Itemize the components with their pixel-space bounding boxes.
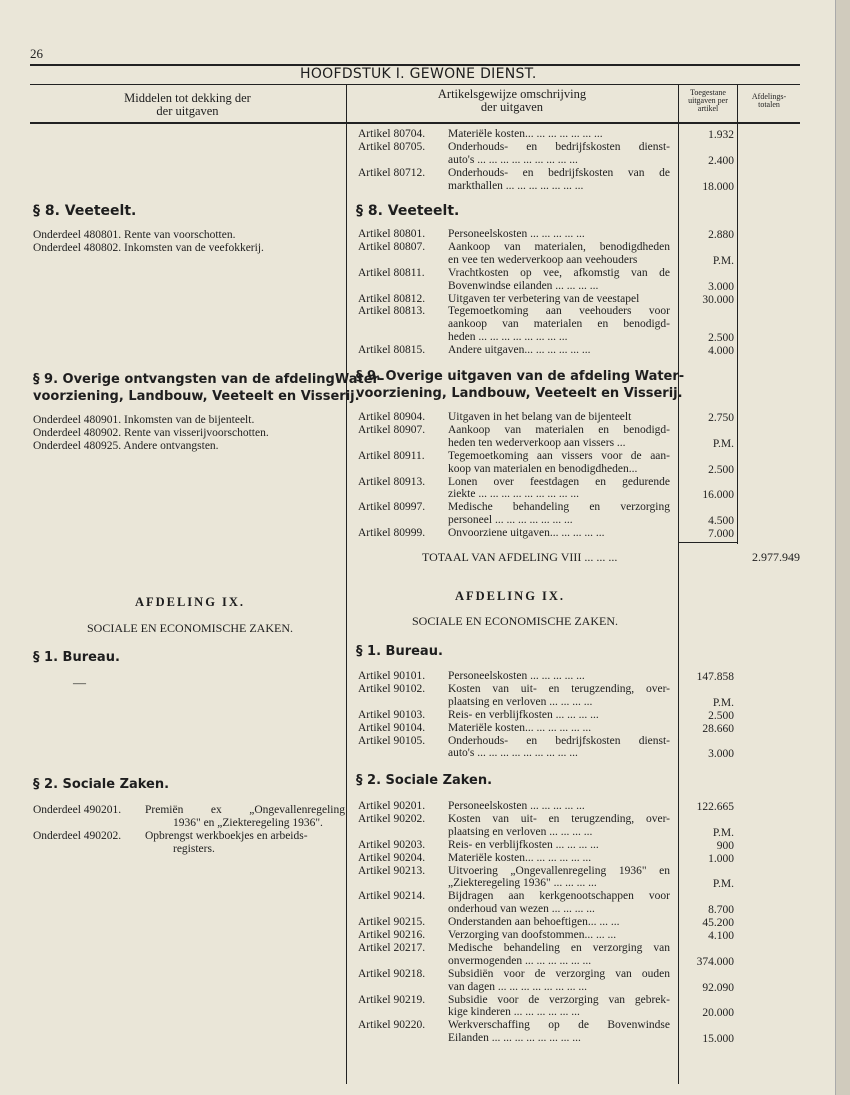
left-heading-ix-s1: § 1. Bureau.: [33, 650, 120, 665]
article-amount: 3.000: [708, 280, 734, 293]
article-amount: 2.500: [708, 332, 734, 345]
total-label: TOTAAL VAN AFDELING VIII ... ... ...: [422, 550, 618, 564]
left-heading-ix-s2: § 2. Sociale Zaken.: [33, 777, 170, 792]
left-ix-s2-line-1b: 1936" en „Ziekteregeling 1936".: [173, 817, 323, 829]
article-description: markthallen ... ... ... ... ... ... ...: [448, 179, 584, 192]
article-amount: 16.000: [702, 489, 734, 502]
left-ix-s2-ref-1: Onderdeel 490201.: [33, 804, 122, 816]
article-amount: 3.000: [708, 748, 734, 761]
column-divider-mid: [346, 84, 347, 1084]
left-ix-s2-line-1a: Premiën ex „Ongevallenregeling: [145, 804, 345, 816]
article-amount: P.M.: [712, 437, 734, 450]
article-amount: 1.000: [708, 852, 734, 865]
article-amount: 92.090: [702, 981, 734, 994]
article-description: Onvoorziene uitgaven... ... ... ... ...: [448, 527, 605, 540]
article-amount: P.M.: [712, 826, 734, 839]
title-rule-bottom: [30, 84, 800, 85]
article-ref: Artikel 80913.: [358, 475, 426, 488]
article-amount: 122.665: [696, 801, 734, 813]
article-ref: Artikel 80807.: [358, 240, 426, 253]
article-description: Subsidiën voor de verzorging van ouden: [448, 967, 670, 980]
article-description: Materiële kosten... ... ... ... ... ...: [448, 851, 592, 864]
article-ref: Artikel 90105.: [358, 734, 426, 747]
article-description: onderhoud van wezen ... ... ... ...: [448, 903, 595, 916]
article-description: Subsidie voor de verzorging van gebrek-: [448, 993, 670, 1006]
chapter-title: HOOFDSTUK I. GEWONE DIENST.: [300, 66, 537, 82]
article-description: „Ziekteregeling 1936" ... ... ... ...: [448, 877, 597, 890]
article-ref: Artikel 90218.: [358, 967, 426, 980]
article-ref: Artikel 80815.: [358, 344, 426, 357]
article-description: Uitgaven ter verbetering van de veestapel: [448, 292, 640, 305]
article-ref: Artikel 80813.: [358, 305, 426, 318]
article-description: Reis- en verblijfkosten ... ... ... ...: [448, 838, 599, 851]
right-heading-ix-s1: § 1. Bureau.: [356, 644, 443, 659]
article-description: Werkverschaffing op de Bovenwindse: [448, 1019, 670, 1032]
article-description: Eilanden ... ... ... ... ... ... ... ...: [448, 1032, 581, 1045]
article-description: Bovenwindse eilanden ... ... ... ...: [448, 279, 599, 292]
left-afdeling-ix: AFDELING IX.: [134, 595, 246, 609]
article-amount: P.M.: [712, 696, 734, 709]
article-description: Personeelskosten ... ... ... ... ...: [448, 800, 585, 812]
article-description: Materiële kosten... ... ... ... ... ...: [448, 721, 592, 734]
article-description: Kosten van uit- en terugzending, over-: [448, 812, 670, 825]
article-description: Aankoop van materialen en benodigd-: [448, 423, 670, 436]
header-totals-1: Afdelings-: [751, 92, 787, 101]
total-rule: [679, 542, 737, 543]
article-amount: 147.858: [696, 671, 734, 683]
article-ref: Artikel 80712.: [358, 166, 426, 179]
article-ref: Artikel 80907.: [358, 423, 426, 436]
article-description: aankoop van materialen en benodigd-: [448, 318, 670, 331]
column-divider-totals: [737, 84, 738, 544]
article-description: Vrachtkosten op vee, afkomstig van de: [448, 266, 670, 279]
article-ref: Artikel 80997.: [358, 501, 426, 514]
article-description: Onderhouds- en bedrijfskosten dienst-: [448, 140, 670, 153]
left-afdeling-ix-sub: SOCIALE EN ECONOMISCHE ZAKEN.: [87, 621, 293, 635]
article-description: Personeelskosten ... ... ... ... ...: [448, 670, 585, 682]
article-description: personeel ... ... ... ... ... ... ...: [448, 514, 573, 527]
header-left-2: der uitgaven: [156, 104, 219, 118]
article-description: Lonen over feestdagen en gedurende: [448, 475, 670, 488]
article-description: auto's ... ... ... ... ... ... ... ... ...: [448, 747, 578, 760]
article-ref: Artikel 90204.: [358, 851, 426, 864]
article-description: heden ... ... ... ... ... ... ... ...: [448, 331, 568, 344]
article-ref: Artikel 80705.: [358, 140, 426, 153]
article-ref: Artikel 80811.: [358, 266, 425, 279]
article-amount: 7.000: [708, 528, 734, 541]
header-left-1: Middelen tot dekking der: [124, 91, 251, 105]
right-heading-ix-s2: § 2. Sociale Zaken.: [356, 773, 493, 788]
article-description: onvermogenden ... ... ... ... ... ...: [448, 954, 592, 967]
article-description: Medische behandeling en verzorging: [448, 501, 670, 514]
article-description: heden ten wederverkoop aan vissers ...: [448, 436, 626, 449]
article-ref: Artikel 90220.: [358, 1019, 426, 1032]
article-description: Uitgaven in het belang van de bijenteelt: [448, 411, 632, 423]
article-description: Onderhouds- en bedrijfskosten van de: [448, 166, 670, 179]
right-heading-s8: § 8. Veeteelt.: [356, 203, 460, 219]
article-amount: 2.500: [708, 709, 734, 722]
left-heading-s9-2: voorziening, Landbouw, Veeteelt en Visserij.: [33, 389, 360, 404]
article-amount: 45.200: [702, 917, 734, 930]
article-amount: 2.880: [708, 229, 734, 241]
article-amount: 15.000: [702, 1033, 734, 1046]
left-ix-s1-dash: —: [73, 675, 86, 690]
article-description: Tegemoetkoming aan vissers voor de aan-: [448, 449, 670, 462]
article-description: auto's ... ... ... ... ... ... ... ... ...: [448, 153, 578, 166]
article-description: Uitvoering „Ongevallenregeling 1936" en: [448, 864, 670, 877]
right-heading-s9-2: voorziening, Landbouw, Veeteelt en Visserij.: [356, 386, 683, 401]
left-ix-s2-line-2a: Opbrengst werkboekjes en arbeids-: [145, 830, 308, 842]
article-amount: 20.000: [702, 1007, 734, 1020]
header-allowed-2: uitgaven per: [688, 96, 728, 105]
header-allowed-3: artikel: [697, 104, 719, 113]
article-amount: 18.000: [702, 180, 734, 193]
article-description: plaatsing en verloven ... ... ... ...: [448, 825, 593, 838]
left-ix-s2-line-2b: registers.: [173, 843, 215, 855]
header-mid-1: Artikelsgewijze omschrijving: [437, 87, 587, 101]
article-amount: 8.700: [708, 904, 734, 917]
article-ref: Artikel 90203.: [358, 838, 426, 851]
article-amount: 2.750: [708, 412, 734, 424]
article-amount: P.M.: [712, 254, 734, 267]
article-amount: 2.500: [708, 463, 734, 476]
article-ref: Artikel 90216.: [358, 929, 426, 941]
header-allowed-1: Toegestane: [690, 88, 726, 97]
article-ref: Artikel 90213.: [358, 864, 426, 877]
article-ref: Artikel 90201.: [358, 800, 426, 812]
article-description: Bijdragen aan kerkgenootschappen voor: [448, 890, 670, 903]
right-afdeling-ix-sub: SOCIALE EN ECONOMISCHE ZAKEN.: [412, 614, 618, 628]
right-heading-s9-1: § 9. Overige uitgaven van de afdeling Water-: [356, 369, 685, 384]
article-description: koop van materialen en benodigdheden...: [448, 462, 638, 475]
article-ref: Artikel 90104.: [358, 721, 426, 734]
article-description: Andere uitgaven... ... ... ... ... ...: [448, 344, 591, 357]
left-heading-s8: § 8. Veeteelt.: [33, 203, 137, 219]
article-amount: 4.100: [708, 930, 734, 942]
article-description: Aankoop van materialen, benodigdheden: [448, 240, 670, 253]
header-mid-2: der uitgaven: [480, 100, 544, 114]
article-ref: Artikel 90202.: [358, 812, 426, 825]
left-s9-line-3: Onderdeel 480925. Andere ontvangsten.: [33, 440, 219, 452]
article-ref: Artikel 90219.: [358, 993, 426, 1006]
article-amount: 1.932: [708, 129, 734, 141]
article-ref: Artikel 80704.: [358, 128, 426, 140]
article-description: Kosten van uit- en terugzending, over-: [448, 682, 670, 695]
article-ref: Artikel 90101.: [358, 670, 426, 682]
left-heading-s9-1: § 9. Overige ontvangsten van de afdelingWater-: [33, 372, 385, 387]
article-ref: Artikel 20217.: [358, 941, 426, 954]
article-description: kige kinderen ... ... ... ... ... ...: [448, 1006, 580, 1019]
article-description: Reis- en verblijfkosten ... ... ... ...: [448, 708, 599, 721]
article-amount: P.M.: [712, 878, 734, 891]
article-ref: Artikel 80911.: [358, 449, 425, 462]
article-description: Onderstanden aan behoeftigen... ... ...: [448, 916, 620, 929]
left-s9-line-2: Onderdeel 480902. Rente van visserijvoorschotten.: [33, 427, 269, 439]
page-edge: [835, 0, 850, 1095]
article-ref: Artikel 80999.: [358, 527, 426, 540]
article-ref: Artikel 90215.: [358, 916, 426, 929]
total-value: 2.977.949: [752, 550, 800, 564]
right-afdeling-ix: AFDELING IX.: [454, 589, 566, 603]
article-ref: Artikel 80812.: [358, 292, 426, 305]
article-description: Medische behandeling en verzorging van: [448, 941, 670, 954]
article-description: plaatsing en verloven ... ... ... ...: [448, 695, 593, 708]
article-description: Materiële kosten... ... ... ... ... ... ...: [448, 128, 603, 140]
article-ref: Artikel 90103.: [358, 708, 426, 721]
article-amount: 28.660: [702, 722, 734, 735]
article-description: Tegemoetkoming aan veehouders voor: [448, 305, 670, 318]
left-s8-line-2: Onderdeel 480802. Inkomsten van de veefokkerij.: [33, 242, 264, 254]
article-ref: Artikel 80904.: [358, 411, 426, 423]
article-description: Onderhouds- en bedrijfskosten dienst-: [448, 734, 670, 747]
article-description: en vee ten wederverkoop aan veehouders: [448, 253, 638, 266]
header-rule: [30, 122, 800, 124]
article-description: Personeelskosten ... ... ... ... ...: [448, 228, 585, 240]
header-totals-2: totalen: [758, 100, 780, 109]
article-ref: Artikel 90102.: [358, 682, 426, 695]
left-ix-s2-ref-2: Onderdeel 490202.: [33, 830, 122, 842]
article-amount: 900: [716, 839, 734, 852]
article-ref: Artikel 90214.: [358, 890, 426, 903]
article-amount: 4.500: [708, 515, 734, 528]
article-amount: 2.400: [708, 154, 734, 167]
article-amount: 374.000: [696, 955, 734, 968]
left-s9-line-1: Onderdeel 480901. Inkomsten van de bijenteelt.: [33, 414, 255, 426]
left-s8-line-1: Onderdeel 480801. Rente van voorschotten.: [33, 229, 236, 241]
article-ref: Artikel 80801.: [358, 228, 426, 240]
article-description: Verzorging van doofstommen... ... ...: [448, 929, 617, 941]
article-description: ziekte ... ... ... ... ... ... ... ... ...: [448, 488, 579, 501]
article-description: van dagen ... ... ... ... ... ... ... ...: [448, 980, 587, 993]
article-amount: 30.000: [702, 293, 734, 306]
page-number: 26: [30, 46, 43, 61]
article-amount: 4.000: [708, 345, 734, 358]
